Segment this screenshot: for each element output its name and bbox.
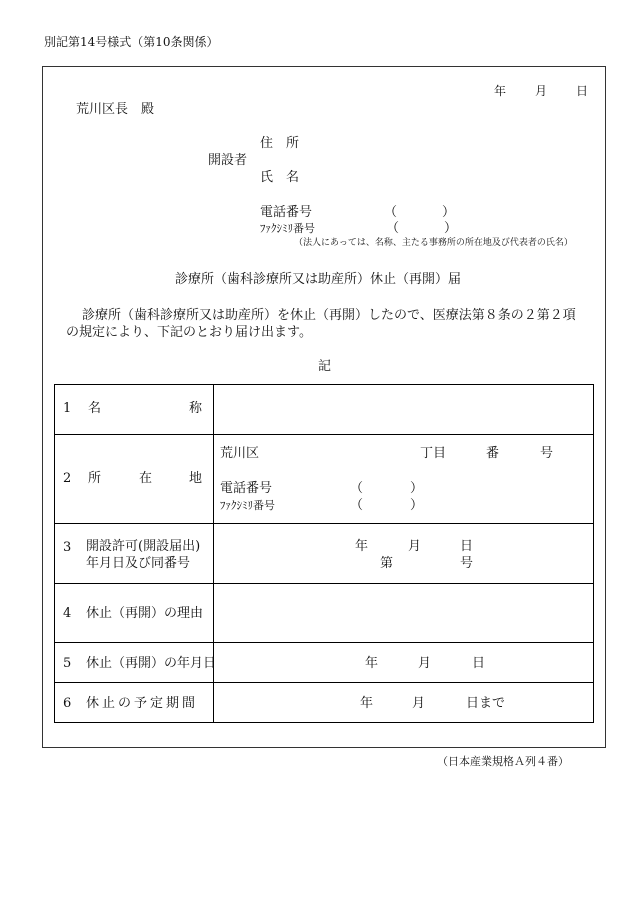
- applicant-fax-paren-close: ）: [444, 221, 458, 236]
- row3-number: 3: [63, 540, 72, 555]
- row2-fax-paren-open: （: [350, 498, 364, 513]
- table-row-divider: [55, 642, 593, 643]
- row2-fax-label: ﾌｧｸｼﾐﾘ番号: [220, 499, 275, 512]
- date-day-label: 日: [576, 84, 589, 98]
- applicant-phone-paren-close: ）: [442, 205, 456, 220]
- row2-phone-paren-close: ）: [410, 481, 424, 496]
- table-column-divider: [213, 385, 214, 722]
- date-month-label: 月: [535, 84, 548, 98]
- row3-label-line-1: 開設許可(開設届出): [86, 539, 201, 554]
- row2-phone-paren-open: （: [350, 481, 364, 496]
- applicant-name-label: 氏 名: [260, 170, 300, 185]
- row5-number: 5: [63, 656, 72, 671]
- row5-label: 休止（再開）の年月日: [86, 656, 217, 671]
- table-row-divider: [55, 682, 593, 683]
- row3-year: 年: [355, 539, 369, 554]
- table-row-divider: [55, 434, 593, 435]
- table-row-divider: [55, 523, 593, 524]
- row1-label-name-a: 名: [88, 401, 102, 416]
- row6-month: 月: [412, 696, 426, 711]
- applicant-fax-paren-open: （: [386, 221, 400, 236]
- form-number-note: 別記第14号様式（第10条関係）: [44, 35, 219, 49]
- paper-size-note: （日本産業規格Ａ列４番）: [437, 755, 569, 768]
- row2-label-a: 所: [88, 471, 102, 486]
- row2-ward: 荒川区: [220, 446, 260, 461]
- form-title: 診療所（歯科診療所又は助産所）休止（再開）届: [175, 272, 462, 287]
- applicant-label: 開設者: [208, 153, 248, 168]
- row3-day: 日: [460, 539, 474, 554]
- row3-dai: 第: [380, 556, 394, 571]
- row3-label-line-2: 年月日及び同番号: [86, 556, 191, 571]
- applicant-phone-label: 電話番号: [260, 205, 313, 220]
- body-text-line-1: 診療所（歯科診療所又は助産所）を休止（再開）したので、医療法第８条の２第２項: [82, 308, 576, 323]
- body-text-line-2: の規定により、下記のとおり届け出ます。: [66, 325, 312, 340]
- row2-number: 2: [63, 471, 72, 486]
- row3-go: 号: [460, 556, 474, 571]
- row2-go: 号: [540, 446, 554, 461]
- applicant-phone-paren-open: （: [384, 205, 398, 220]
- addressee: 荒川区長 殿: [76, 102, 155, 117]
- row5-month: 月: [418, 656, 432, 671]
- corporate-note: （法人にあっては、名称、主たる事務所の所在地及び代表者の氏名）: [294, 238, 573, 248]
- row6-label: 休止の予定期間: [86, 696, 199, 711]
- row6-day-until: 日まで: [466, 696, 506, 711]
- row4-number: 4: [63, 606, 72, 621]
- row1-label-name-b: 称: [189, 401, 203, 416]
- row1-number: 1: [63, 401, 72, 416]
- row2-banchi: 番: [486, 446, 500, 461]
- row6-year: 年: [360, 696, 374, 711]
- row6-number: 6: [63, 696, 72, 711]
- row4-label: 休止（再開）の理由: [86, 606, 204, 621]
- applicant-address-label: 住 所: [260, 136, 300, 151]
- table-row-divider: [55, 583, 593, 584]
- row3-month: 月: [408, 539, 422, 554]
- row2-label-b: 在: [139, 471, 153, 486]
- row2-label-c: 地: [189, 471, 203, 486]
- row5-year: 年: [365, 656, 379, 671]
- date-year-label: 年: [494, 84, 507, 98]
- row2-chome: 丁目: [420, 446, 447, 461]
- row5-day: 日: [472, 656, 486, 671]
- row2-fax-paren-close: ）: [410, 498, 424, 513]
- row2-phone-label: 電話番号: [220, 481, 273, 496]
- applicant-fax-label: ﾌｧｸｼﾐﾘ番号: [260, 222, 315, 235]
- ki-heading: 記: [318, 359, 332, 374]
